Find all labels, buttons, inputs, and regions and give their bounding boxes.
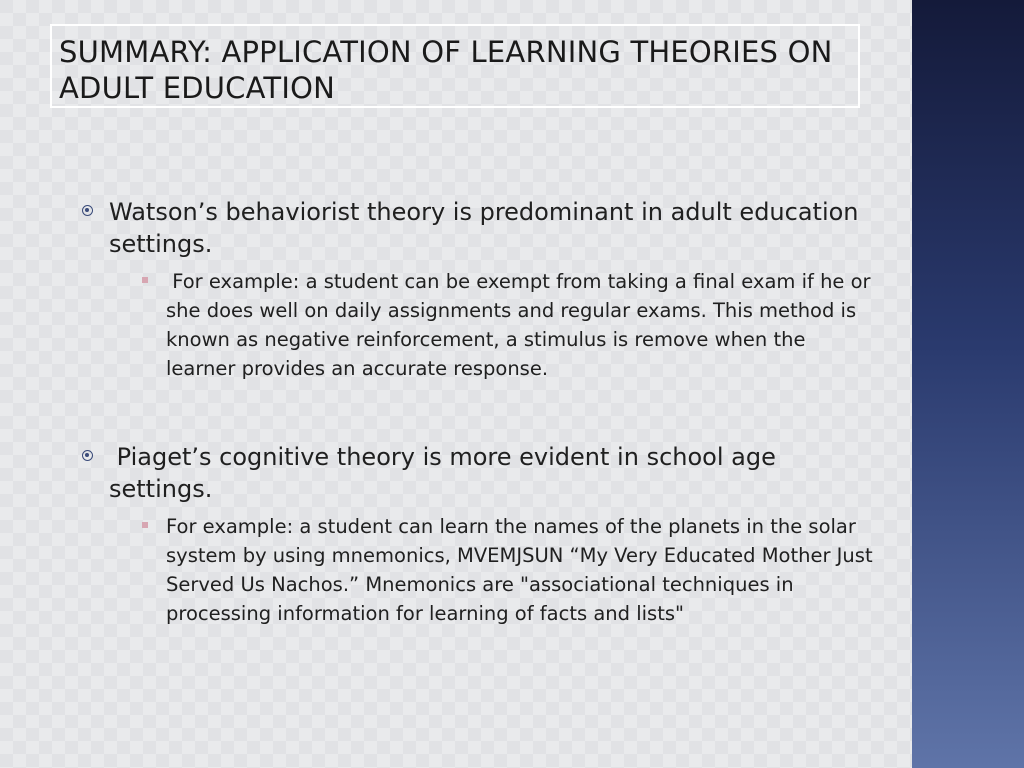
slide-title: SUMMARY: APPLICATION OF LEARNING THEORIES ON ADULT EDUCATION — [59, 35, 833, 105]
slide-content — [80, 196, 880, 636]
square-bullet-icon — [142, 277, 148, 283]
bullet-item — [80, 196, 880, 383]
bullet-text: Piaget’s cognitive theory is more evident in school age settings. — [109, 443, 784, 503]
sub-bullet-text: For example: a student can be exempt from taking a final exam if he or she does well on daily assignments and regular exams. This method is known as negative reinforcement, a stimulus is remove when the learner provides an accurate response. — [166, 270, 877, 380]
sub-bullet-item — [109, 512, 880, 628]
circle-dot-icon — [82, 205, 93, 216]
spacer — [80, 391, 880, 441]
bullet-text: Watson’s behaviorist theory is predominant in adult education settings. — [109, 198, 859, 258]
circle-dot-icon — [82, 450, 93, 461]
side-decorative-band — [912, 0, 1024, 768]
square-bullet-icon — [142, 522, 148, 528]
bullet-item — [80, 441, 880, 628]
sub-bullet-text: For example: a student can learn the names of the planets in the solar system by using mnemonics, MVEMJSUN “My Very Educated Mother Just Served Us Nachos.” Mnemonics are "associational techniques in processing information for learning of facts and lists" — [166, 515, 873, 625]
title-box — [50, 24, 860, 108]
sub-bullet-item — [109, 267, 880, 383]
